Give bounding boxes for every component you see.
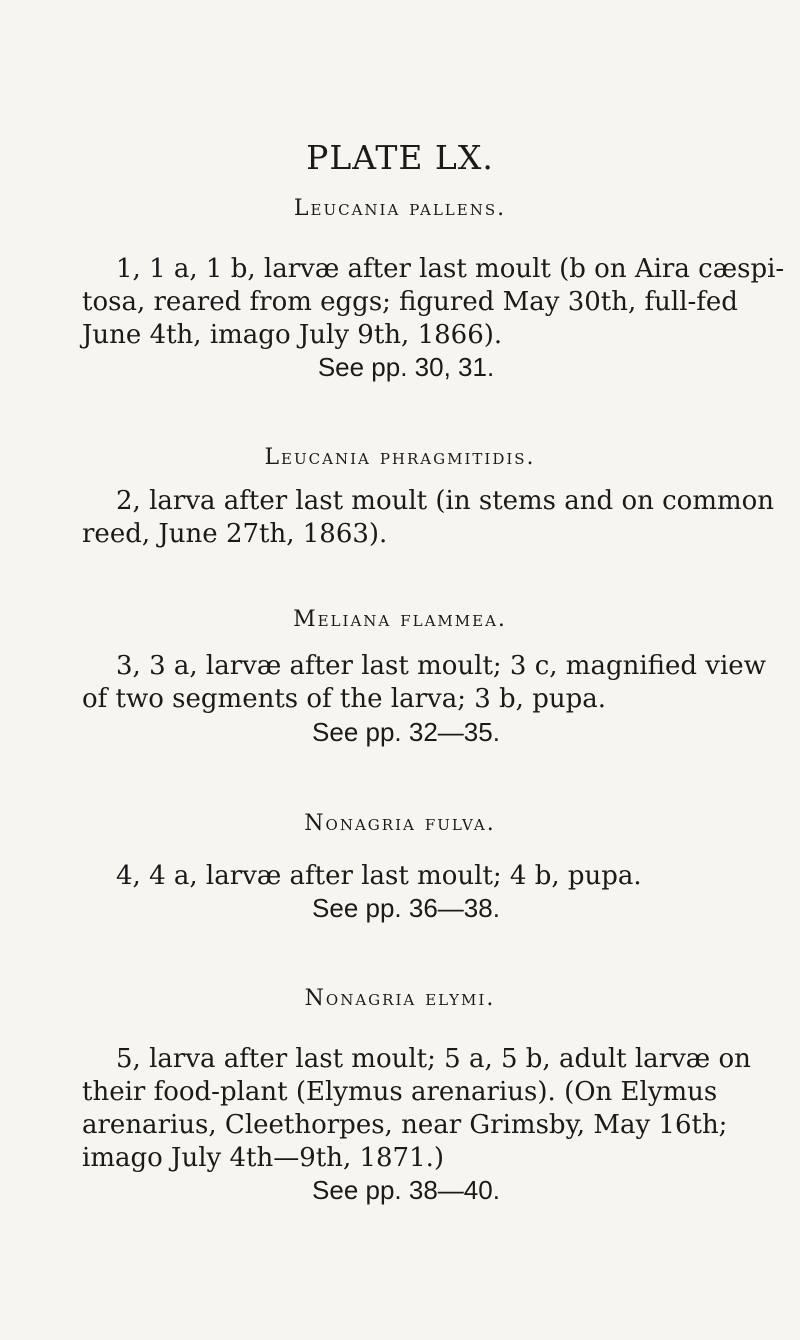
text-line: 3, 3 a, larvæ after last moult; 3 c, magnified view xyxy=(116,651,766,681)
text-line: 2, larva after last moult (in stems and on common xyxy=(116,486,775,516)
text-line: reed, June 27th, 1863). xyxy=(82,519,388,549)
see-pages-leucania-pallens: See pp. 30, 31. xyxy=(317,352,495,382)
see-pages-meliana-flammea: See pp. 32—35. xyxy=(312,717,500,747)
see-pages-nonagria-fulva: See pp. 36—38. xyxy=(312,893,500,923)
section-text-leucania-pallens xyxy=(82,253,785,352)
text-line: 5, larva after last moult; 5 a, 5 b, adult larvæ on xyxy=(116,1044,751,1074)
section-heading-leucania-pallens: Leucania pallens. xyxy=(293,196,507,221)
section-heading-nonagria-fulva: Nonagria fulva. xyxy=(304,811,496,836)
text-line: arenarius, Cleethorpes, near Grimsby, May 16th; xyxy=(82,1110,728,1140)
text-line: their food-plant (Elymus arenarius). (On Elymus xyxy=(82,1077,718,1107)
text-line: tosa, reared from eggs; figured May 30th, full-fed xyxy=(82,287,738,317)
section-heading-meliana-flammea: Meliana flammea. xyxy=(293,607,507,632)
section-text-leucania-phragmitidis xyxy=(82,485,775,551)
text-line: of two segments of the larva; 3 b, pupa. xyxy=(82,684,606,714)
text-line: 1, 1 a, 1 b, larvæ after last moult (b on Aira cæspi- xyxy=(116,254,785,284)
text-line: 4, 4 a, larvæ after last moult; 4 b, pupa. xyxy=(116,861,642,891)
section-text-nonagria-fulva xyxy=(82,860,724,893)
section-heading-nonagria-elymi: Nonagria elymi. xyxy=(304,986,496,1011)
plate-title: PLATE LX. xyxy=(306,138,494,177)
section-text-meliana-flammea xyxy=(82,650,766,716)
section-text-nonagria-elymi xyxy=(82,1043,751,1175)
text-line: imago July 4th—9th, 1871.) xyxy=(82,1143,445,1173)
see-pages-nonagria-elymi: See pp. 38—40. xyxy=(312,1175,500,1205)
section-heading-leucania-phragmitidis: Leucania phragmitidis. xyxy=(264,445,536,470)
text-line: June 4th, imago July 9th, 1866). xyxy=(82,320,503,350)
